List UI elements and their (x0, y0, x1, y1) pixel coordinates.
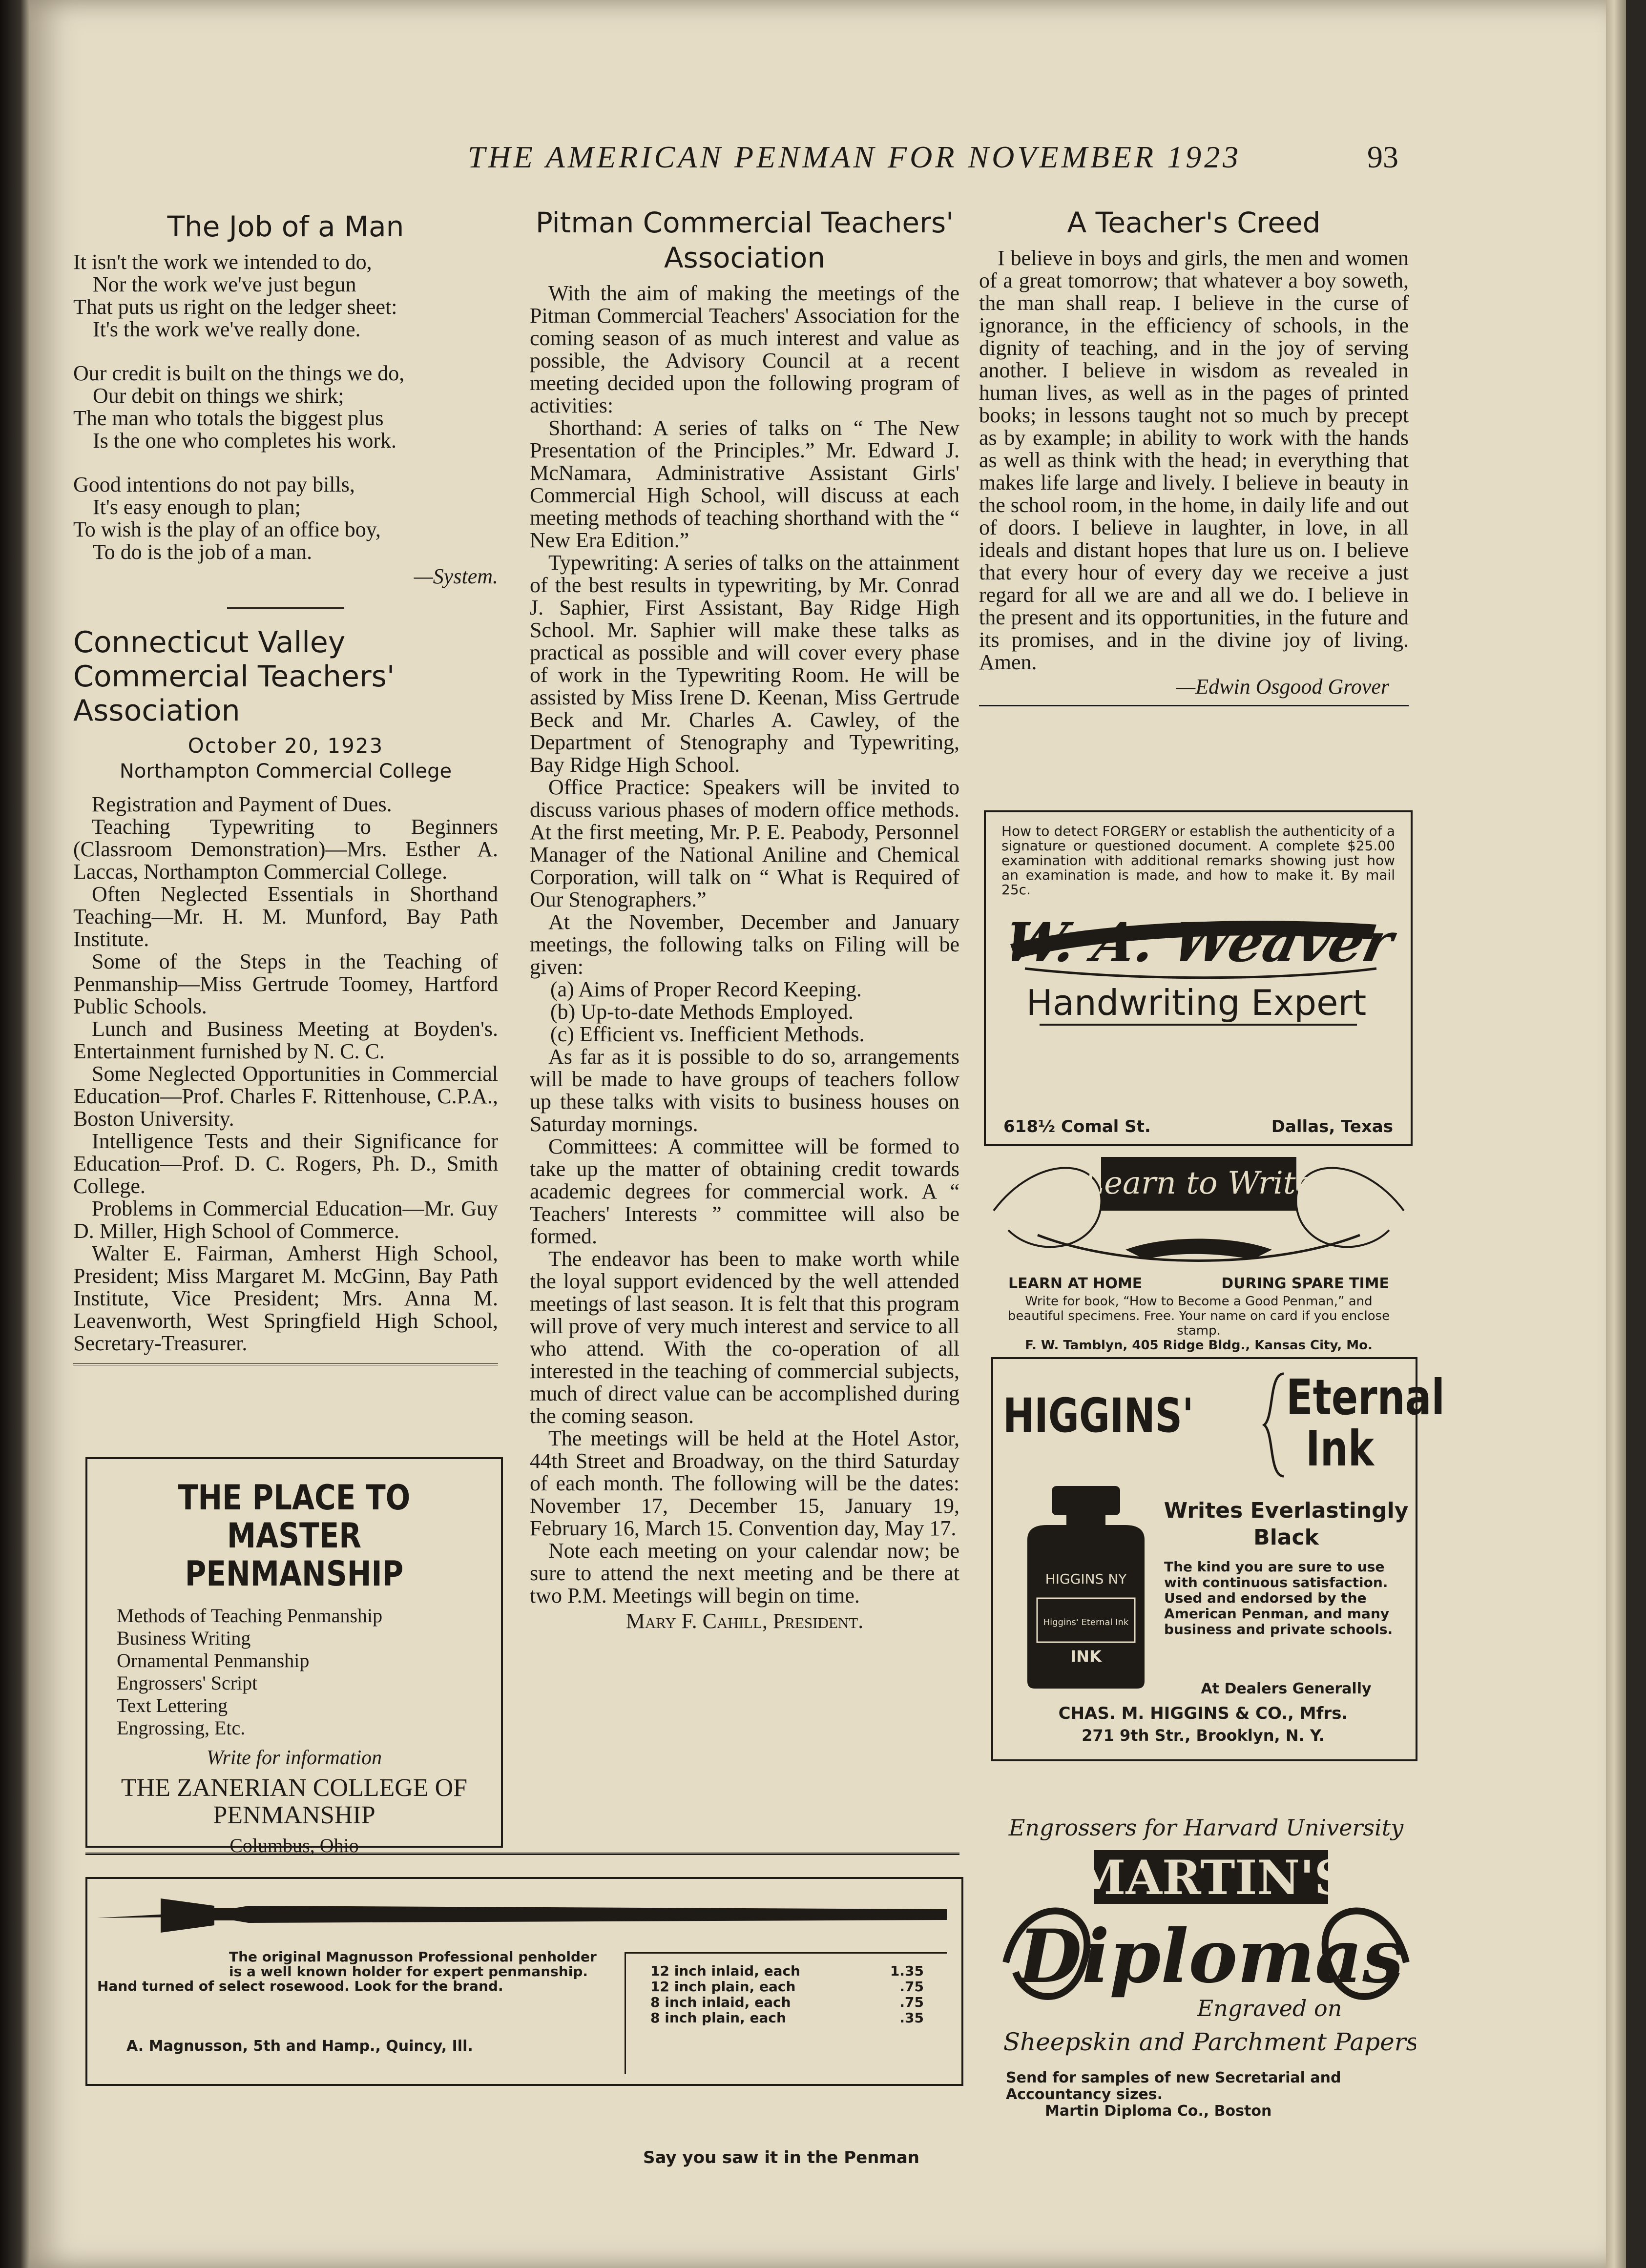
poem-stanza (73, 474, 498, 563)
column-middle (530, 205, 959, 1632)
course-item: Engrossers' Script (117, 1672, 258, 1694)
poem-line: Good intentions do not pay bills, (73, 473, 355, 496)
magnusson-text1: The original Magnusson Professional penholder is a well known holder for expert penmanship. (229, 1949, 597, 1979)
article-title: A Teacher's Creed (1067, 206, 1321, 239)
martin-foot1: Send for samples of new Secretarial and Accountancy sizes. (1006, 2069, 1341, 2103)
program-item: Lunch and Business Meeting at Boyden's. Entertainment furnished by N. C. C. (73, 1017, 498, 1063)
martin-name: MARTIN'S (1074, 1850, 1348, 1905)
price-list (625, 1952, 947, 2074)
weaver-logo (986, 895, 1407, 1071)
bottle-label: HIGGINS NY (1045, 1571, 1127, 1587)
paragraph: As far as it is possible to do so, arrangements will be made to have groups of teachers follow up these talks with visits to business houses on Saturday mornings. (530, 1045, 959, 1136)
higgins-dealers: At Dealers Generally (1201, 1680, 1372, 1697)
divider (979, 705, 1409, 706)
paragraph: With the aim of making the meetings of the Pitman Commercial Teachers' Association for the coming season of as much interest and value as possible, the Advisory Council at a recent meeting decided upon the following program of activities: (530, 281, 959, 417)
price-value: .75 (899, 1979, 924, 1995)
column-left (73, 205, 498, 1365)
magnusson-text2: Hand turned of select rosewood. Look for the brand. (97, 1978, 503, 1994)
paragraph: I believe in boys and girls, the men and women of a great tomorrow; that whatever a boy soweth, the man shall reap. I believe in the curse of ignorance, in the efficiency of schools, in the dignity of teaching, and in the joy of serving another. I believe in wisdom as revealed in human lives, as well as in the pages of printed books; in lessons taught not so much by precept as by example; in ability to work with the hands as well as think with the head; in everything that makes life large and lively. I believe in beauty in the school room, in the home, in daily life and out of doors. I believe in laughter, in love, in all ideals and distant hopes that lure us on. I believe that every hour of every day we receive a just regard for all we are and all we do. I believe in the present and its opportunities, in the future and its promises, and in the divine joy of living. Amen. (979, 246, 1409, 674)
list-item: (a) Aims of Proper Record Keeping. (550, 977, 862, 1001)
higgins-maker: CHAS. M. HIGGINS & CO., Mfrs. (1058, 1704, 1348, 1723)
poem-line: Our debit on things we shirk; (93, 384, 344, 408)
book-spine (0, 0, 29, 2268)
ad-magnusson (85, 1877, 963, 2086)
program-list (73, 793, 498, 1355)
learn-logo (979, 1137, 1418, 1277)
ad-cta: Write for information (206, 1747, 382, 1769)
higgins-tagline: Writes Everlastingly (1164, 1498, 1409, 1523)
penholder-icon (87, 1879, 957, 1947)
learn-caption (979, 1277, 1418, 1353)
college-name: THE ZANERIAN COLLEGE OF PENMANSHIP (121, 1774, 468, 1829)
martin-logo (996, 1806, 1416, 2065)
ad-weaver (984, 810, 1413, 1146)
author: —Edwin Osgood Grover (1176, 675, 1389, 699)
price-value: .75 (899, 1994, 924, 2010)
paragraph: Note each meeting on your calendar now; be sure to attend the next meeting and be there at two P.M. Meetings will begin on time. (530, 1539, 959, 1608)
learn-address: F. W. Tamblyn, 405 Ridge Bldg., Kansas City, Mo. (1025, 1338, 1373, 1353)
list-item: (c) Efficient vs. Inefficient Methods. (550, 1022, 865, 1046)
learn-text: Write for book, “How to Become a Good Penman,” and beautiful specimens. Free. Your name on card if you enclose stamp. (1007, 1294, 1390, 1338)
page-footer: Say you saw it in the Penman (643, 2148, 919, 2167)
higgins-brand: HIGGINS' (1003, 1388, 1194, 1443)
poem-line: It's easy enough to plan; (93, 495, 301, 519)
poem-line: Is the one who completes his work. (93, 429, 396, 453)
poem-line: To wish is the play of an office boy, (73, 517, 381, 541)
signature: Mary F. Cahill, President. (625, 1609, 864, 1633)
poem-line: Our credit is built on the things we do, (73, 361, 405, 385)
course-list (107, 1605, 481, 1739)
course-item: Methods of Teaching Penmanship (117, 1605, 383, 1627)
program-item: Intelligence Tests and their Significance for Education—Prof. D. C. Rogers, Ph. D., Smith College. (73, 1129, 498, 1198)
higgins-product: Eternal (1286, 1369, 1445, 1426)
price-item: 8 inch plain, each (650, 2010, 786, 2026)
higgins-body: The kind you are sure to use with continuous satisfaction. Used and endorsed by the American Penman, and many business and private schools. (1164, 1559, 1393, 1637)
program-item: Often Neglected Essentials in Shorthand Teaching—Mr. H. M. Munford, Bay Path Institute. (73, 882, 498, 951)
magnusson-text (97, 1950, 605, 1994)
page-edge (1606, 0, 1626, 2268)
learn-left: LEARN AT HOME (1008, 1275, 1143, 1292)
poem-line: It isn't the work we intended to do, (73, 250, 372, 274)
ad-heading: THE PLACE TO MASTER PENMANSHIP (178, 1478, 411, 1594)
price-value: 1.35 (890, 1963, 924, 1979)
learn-logo-text: Learn to Write (1083, 1165, 1314, 1201)
course-item: Business Writing (117, 1627, 251, 1649)
ad-text: How to detect FORGERY or establish the authenticity of a signature or questioned document. A complete $25.00 examination with additional remarks showing just how an examination is made, and how to make it. By mail 25c. (1001, 823, 1395, 898)
program-item: Problems in Commercial Education—Mr. Guy D. Miller, High School of Commerce. (73, 1196, 498, 1243)
article-title: Connecticut Valley Commercial Teachers' Association (73, 625, 395, 728)
course-item: Ornamental Penmanship (117, 1649, 310, 1671)
ad-address: 618½ Comal St. (1003, 1117, 1151, 1136)
magnusson-address: A. Magnusson, 5th and Hamp., Quincy, Ill. (126, 2038, 473, 2055)
learn-caption-row (979, 1277, 1418, 1291)
higgins-product-2: Ink (1306, 1420, 1374, 1477)
poem-stanza (73, 251, 498, 341)
poem-stanza (73, 362, 498, 452)
program-item: Teaching Typewriting to Beginners (Classroom Demonstration)—Mrs. Esther A. Laccas, Northampton Commercial College. (73, 815, 498, 884)
program-item: Walter E. Fairman, Amherst High School, President; Miss Margaret M. McGinn, Bay Path Institute, Vice President; Mrs. Anna M. Leavenworth, West Springfield High School, Secretary-Treasurer. (73, 1241, 498, 1355)
martin-line1: Engrossers for Harvard University (1008, 1814, 1404, 1841)
ad-martin (996, 1806, 1416, 2124)
weaver-tagline: Handwriting Expert (1026, 982, 1367, 1023)
martin-papers: Sheepskin and Parchment Papers (1003, 2028, 1416, 2056)
poem-title: The Job of a Man (167, 210, 404, 243)
poem (73, 251, 498, 588)
article-title: Pitman Commercial Teachers' Association (535, 206, 954, 274)
list-item: (b) Up-to-date Methods Employed. (550, 1000, 854, 1024)
poem-line: To do is the job of a man. (93, 540, 313, 564)
page-number: 93 (1367, 140, 1398, 174)
brace-icon (1259, 1369, 1289, 1481)
bottle-label-2: Higgins' Eternal Ink (1043, 1617, 1129, 1628)
divider (73, 1363, 498, 1365)
poem-line: It's the work we've really done. (93, 317, 361, 341)
divider (85, 1853, 959, 1855)
martin-footer (1006, 2070, 1348, 2120)
ad-city: Dallas, Texas (1271, 1117, 1393, 1136)
price-row (650, 2010, 924, 2026)
column-right (979, 205, 1409, 706)
poem-line: That puts us right on the ledger sheet: (73, 295, 397, 319)
article-date: October 20, 1923 (188, 734, 384, 758)
course-item: Text Lettering (117, 1694, 228, 1716)
higgins-address: 271 9th Str., Brooklyn, N. Y. (1082, 1726, 1325, 1745)
paragraph: Typewriting: A series of talks on the attainment of the best results in typewriting, by Mr. Conrad J. Saphier, First Assistant, Bay Ridge High School. Mr. Saphier will make these talks as practical as possible and will cover every phase of work in the Typewriting Room. He will be assisted by Miss Irene D. Keenan, Miss Gertrude Beck and Mr. Charles A. Cawley, of the Department of Stenography and Typewriting, Bay Ridge High School. (530, 551, 959, 777)
weaver-signature: W. A. Weaver (998, 911, 1399, 974)
paragraph: Committees: A committee will be formed to take up the matter of obtaining credit towards academic degrees for commercial work. A “ Teachers' Interests ” committee will also be formed. (530, 1134, 959, 1248)
poem-line: Nor the work we've just begun (93, 272, 356, 296)
price-row (650, 1963, 924, 1979)
price-value: .35 (899, 2010, 924, 2026)
ad-learn-to-write (979, 1137, 1418, 1353)
divider (227, 607, 344, 609)
paragraph: Shorthand: A series of talks on “ The New Presentation of the Principles.” Mr. Edward J. McNamara, Administrative Assistant Girls' Commercial High School, will discuss at each meeting methods of teaching shorthand with the “ New Era Edition.” (530, 416, 959, 552)
martin-foot2: Martin Diploma Co., Boston (1045, 2103, 1272, 2120)
course-item: Engrossing, Etc. (117, 1717, 246, 1739)
ad-zanerian (85, 1457, 503, 1856)
price-item: 12 inch plain, each (650, 1979, 796, 1995)
paragraph: The endeavor has been to make worth while the loyal support evidenced by the well attended meetings of last season. It is felt that this program will prove of very much interest and service to all who attend. With the co-operation of all interested in the teaching of commercial subjects, much of direct value can be accomplished during the coming season. (530, 1247, 959, 1428)
price-item: 8 inch inlaid, each (650, 1994, 791, 2010)
poem-source: —System. (414, 564, 498, 588)
paragraph: Office Practice: Speakers will be invited to discuss various phases of modern office methods. At the first meeting, Mr. P. E. Peabody, Personnel Manager of the National Aniline and Chemical Corporation, will talk on “ What is Required of Our Stenographers.” (530, 775, 959, 911)
program-item: Some Neglected Opportunities in Commercial Education—Prof. Charles F. Rittenhouse, C.P.A., Boston University. (73, 1062, 498, 1131)
paragraph: At the November, December and January meetings, the following talks on Filing will be given: (530, 910, 959, 979)
price-item: 12 inch inlaid, each (650, 1963, 800, 1979)
article-place: Northampton Commercial College (119, 760, 452, 783)
higgins-tagline-2: Black (1253, 1525, 1319, 1550)
ink-bottle-icon (1013, 1486, 1159, 1691)
ad-footer (1003, 1117, 1393, 1136)
program-item: Some of the Steps in the Teaching of Penmanship—Miss Gertrude Toomey, Hartford Public Schools. (73, 949, 498, 1018)
martin-product: Diplomas (1018, 1914, 1404, 2000)
price-row (650, 1995, 924, 2010)
paragraph: The meetings will be held at the Hotel Astor, 44th Street and Broadway, on the third Saturday of each month. The following will be the dates: November 17, December 15, January 19, February 16, March 15. Convention day, May 17. (530, 1426, 959, 1540)
price-row (650, 1979, 924, 1995)
learn-right: DURING SPARE TIME (1221, 1275, 1389, 1292)
program-item: Registration and Payment of Dues. (92, 792, 392, 816)
college-city: Columbus, Ohio (229, 1835, 359, 1856)
bottle-label-3: INK (1070, 1647, 1102, 1666)
martin-engraved: Engraved on (1197, 1995, 1342, 2021)
running-head: THE AMERICAN PENMAN FOR NOVEMBER 1923 (467, 140, 1242, 174)
poem-line: The man who totals the biggest plus (73, 406, 384, 430)
ad-higgins (991, 1357, 1445, 1761)
filing-list (530, 978, 959, 1046)
